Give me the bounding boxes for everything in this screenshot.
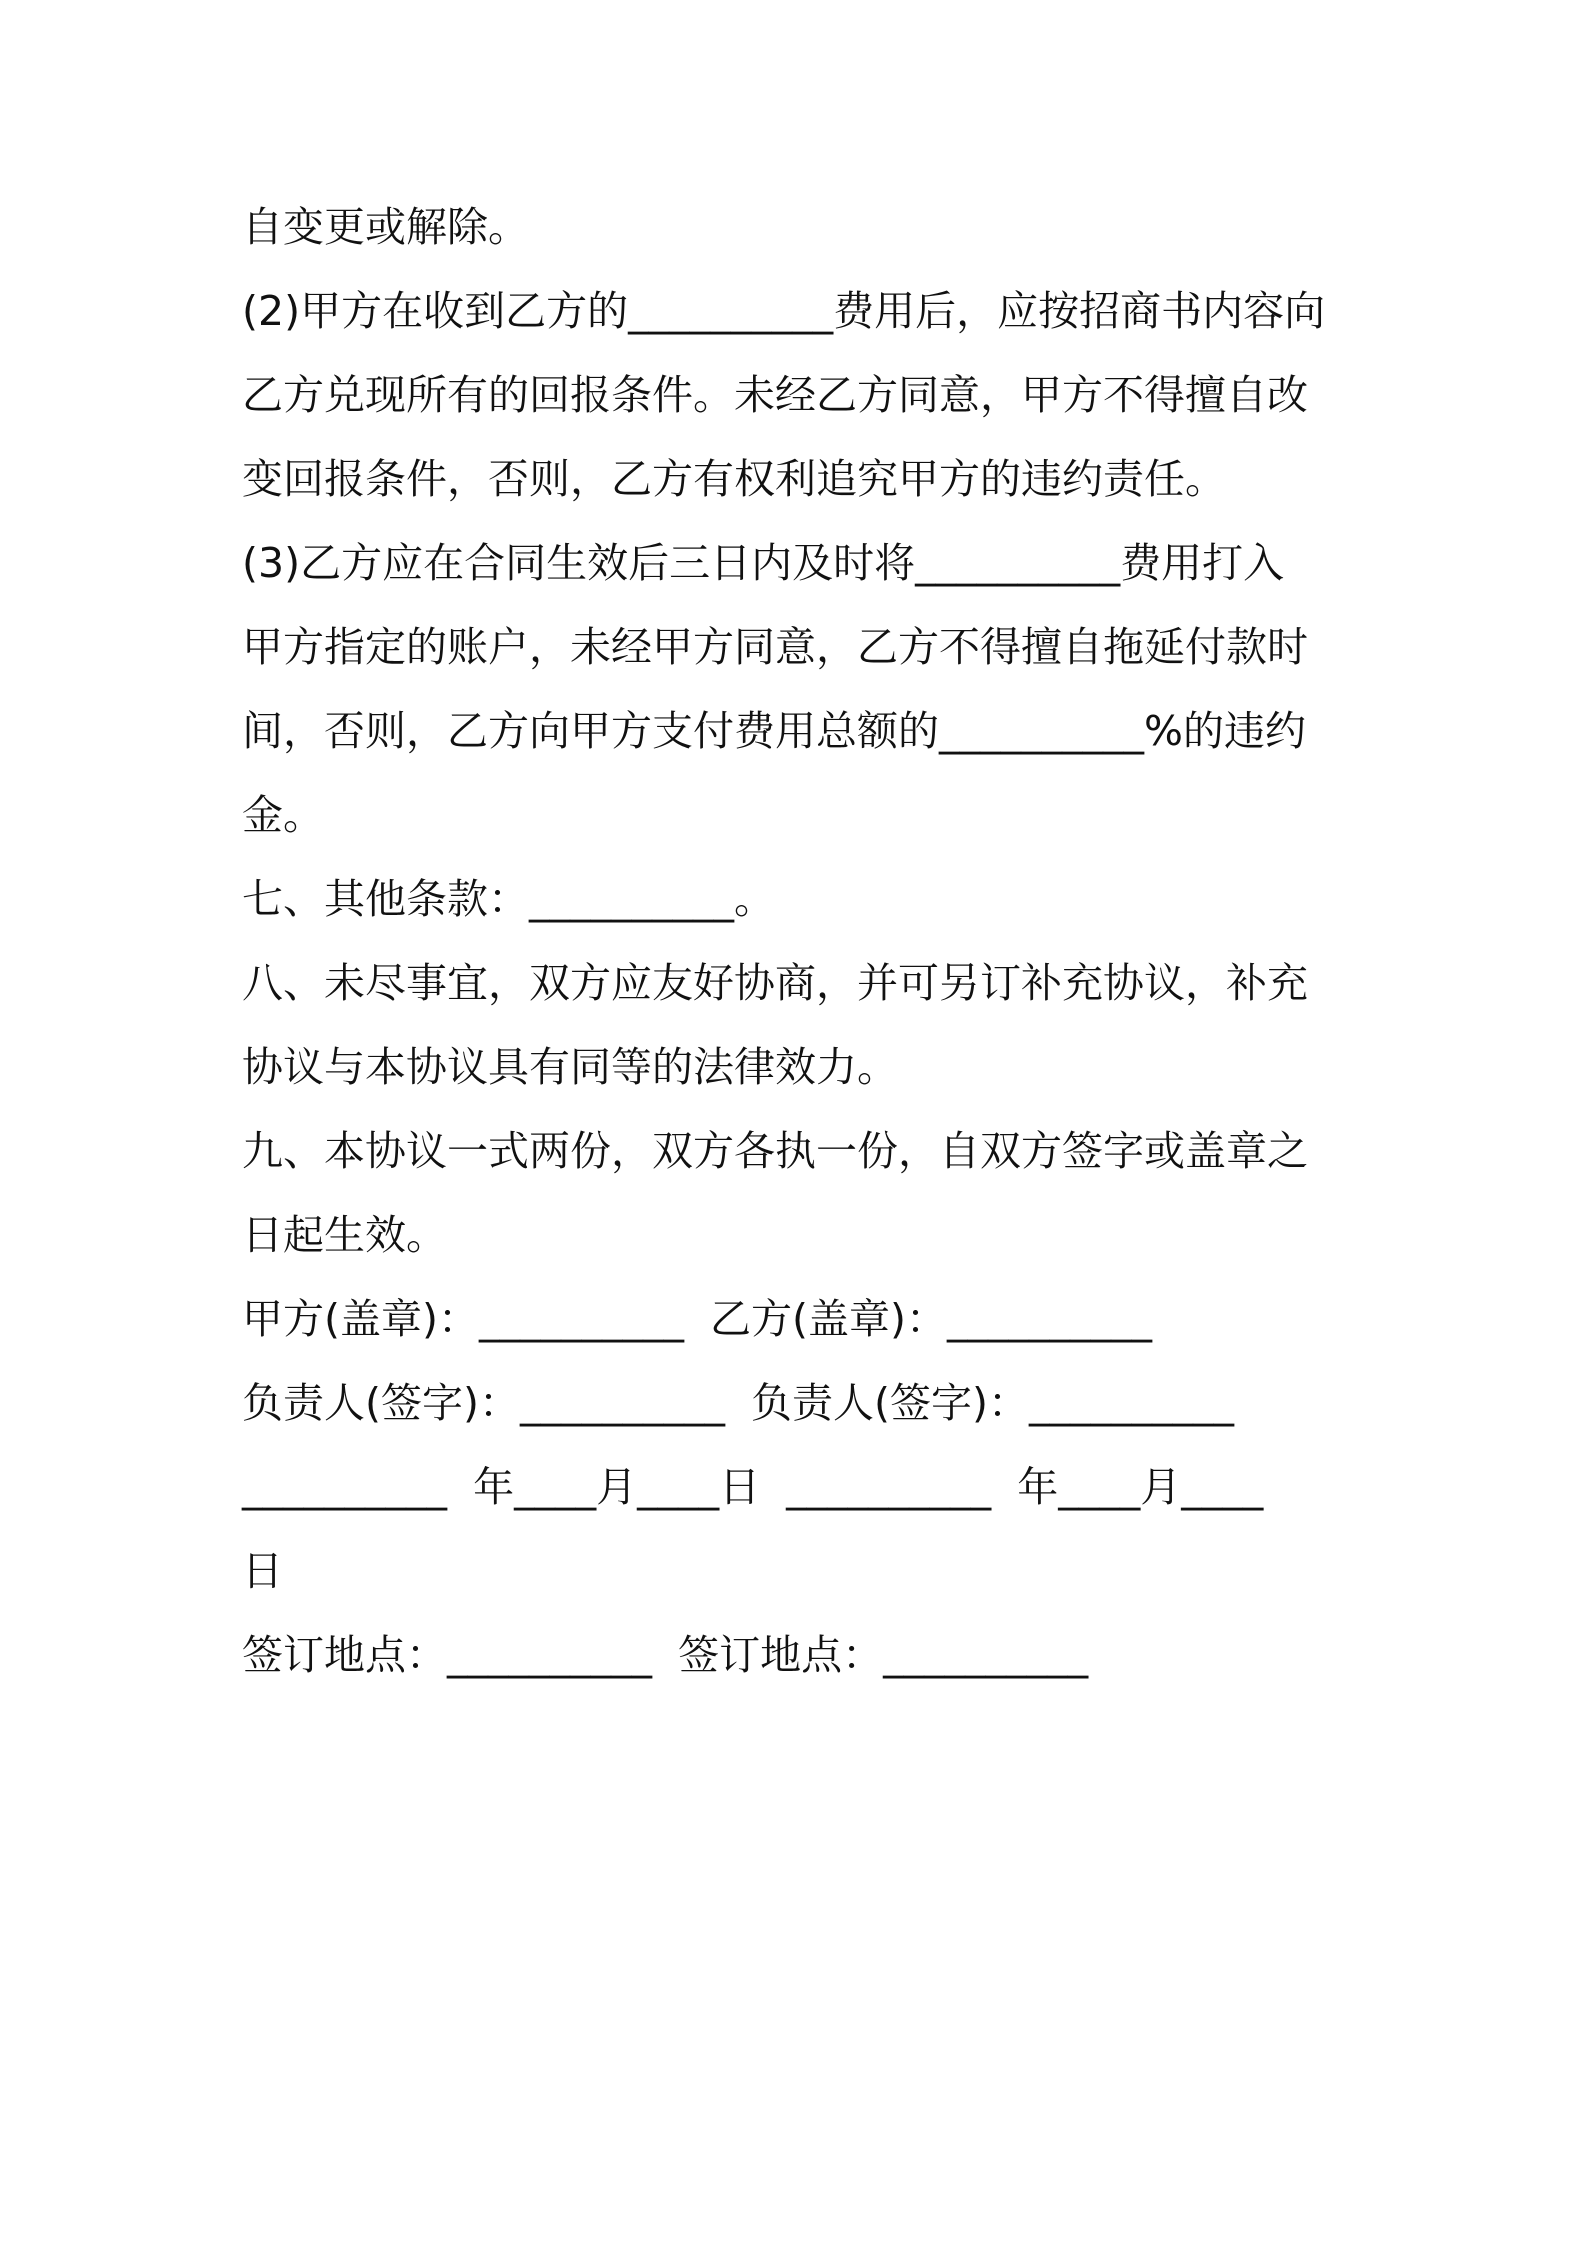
clause-line-7: 间，否则，乙方向甲方支付费用总额的__________%的违约 [242, 707, 1306, 755]
date-line: __________ 年____月____日 __________ 年____月____ [242, 1463, 1264, 1511]
sign-line: 负责人(签字)：__________ 负责人(签字)：__________ [242, 1379, 1235, 1427]
clause-line-5: (3)乙方应在合同生效后三日内及时将__________费用打入 [242, 539, 1285, 587]
clause-line-2: (2)甲方在收到乙方的__________费用后，应按招商书内容向 [242, 287, 1326, 335]
clause-copies-1: 九、本协议一式两份，双方各执一份，自双方签字或盖章之 [242, 1127, 1308, 1175]
clause-copies-2: 日起生效。 [242, 1211, 447, 1259]
clause-unresolved-2: 协议与本协议具有同等的法律效力。 [242, 1043, 898, 1091]
clause-line-1: 自变更或解除。 [242, 203, 529, 251]
document-body [242, 185, 1362, 1697]
date-line-tail: 日 [242, 1547, 283, 1595]
clause-line-6: 甲方指定的账户，未经甲方同意，乙方不得擅自拖延付款时 [242, 623, 1308, 671]
clause-line-3: 乙方兑现所有的回报条件。未经乙方同意，甲方不得擅自改 [242, 371, 1308, 419]
clause-line-4: 变回报条件，否则，乙方有权利追究甲方的违约责任。 [242, 455, 1226, 503]
seal-line: 甲方(盖章)：__________ 乙方(盖章)：__________ [242, 1295, 1153, 1343]
clause-line-8: 金。 [242, 791, 324, 839]
clause-other-terms: 七、其他条款：__________。 [242, 875, 775, 923]
clause-unresolved-1: 八、未尽事宜，双方应友好协商，并可另订补充协议，补充 [242, 959, 1308, 1007]
place-line: 签订地点：__________ 签订地点：__________ [242, 1631, 1089, 1679]
